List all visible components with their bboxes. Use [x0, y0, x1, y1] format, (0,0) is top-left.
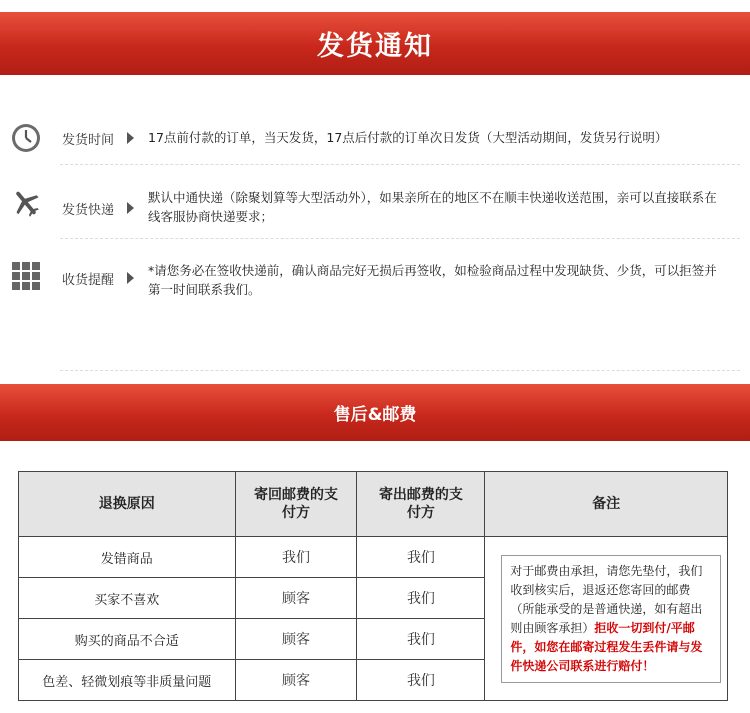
shipping-notice-title: 发货通知	[317, 31, 433, 62]
table-row	[19, 537, 728, 578]
header-reason: 退换原因	[19, 472, 236, 537]
note-cell	[485, 537, 728, 701]
aftersale-table	[18, 471, 728, 701]
arrow-right-icon	[127, 272, 134, 284]
notice-text: 17点前付款的订单，当天发货，17点后付款的订单次日发货（大型活动期间，发货另行说明）	[148, 130, 668, 145]
reason-cell: 买家不喜欢	[19, 578, 236, 619]
notice-row-ship-time	[0, 120, 750, 160]
header-note: 备注	[485, 472, 728, 537]
header-return-payer	[235, 472, 357, 537]
notice-row-receipt	[0, 255, 750, 300]
return-payer-cell: 顾客	[235, 660, 357, 701]
note-frame	[501, 555, 721, 683]
return-payer-cell: 我们	[235, 537, 357, 578]
return-payer-cell: 顾客	[235, 578, 357, 619]
send-payer-cell: 我们	[357, 537, 485, 578]
divider	[60, 238, 740, 239]
shipping-notice-banner	[0, 12, 750, 75]
notice-label: 收货提醒	[62, 273, 115, 288]
divider	[60, 164, 740, 165]
notice-text: *请您务必在签收快递前，确认商品完好无损后再签收，如检验商品过程中发现缺货、少货，可以拒签并第一时间联系我们。	[148, 263, 717, 297]
reason-cell: 色差、轻微划痕等非质量问题	[19, 660, 236, 701]
notice-text: 默认中通快递（除聚划算等大型活动外），如果亲所在的地区不在顺丰快递收送范围，亲可以直接联系在线客服协商快递要求；	[148, 190, 717, 224]
aftersale-title: 售后&邮费	[333, 405, 417, 425]
note-normal-text: 对于邮费由承担，请您先垫付，我们收到核实后，退返还您寄回的邮费（所能承受的是普通快递，如有超出则由顾客承担）	[510, 563, 703, 635]
airplane-icon	[10, 187, 42, 219]
header-return-payer-label: 寄回邮费的支付方	[254, 487, 339, 521]
table-header-row	[19, 472, 728, 537]
clock-icon	[10, 122, 42, 154]
notice-row-courier	[0, 185, 750, 230]
reason-cell: 发错商品	[19, 537, 236, 578]
return-payer-cell: 顾客	[235, 619, 357, 660]
arrow-right-icon	[127, 202, 134, 214]
arrow-right-icon	[127, 132, 134, 144]
notice-label: 发货时间	[62, 133, 115, 148]
grid-icon	[10, 260, 42, 292]
reason-cell: 购买的商品不合适	[19, 619, 236, 660]
aftersale-banner	[0, 384, 750, 441]
notice-label: 发货快递	[62, 203, 115, 218]
header-send-payer-label: 寄出邮费的支付方	[378, 487, 463, 521]
note-red-text: 拒收一切到付/平邮件，如您在邮寄过程发生丢件请与发件快递公司联系进行赔付！	[510, 620, 703, 673]
send-payer-cell: 我们	[357, 578, 485, 619]
send-payer-cell: 我们	[357, 619, 485, 660]
divider	[60, 370, 740, 371]
header-send-payer	[357, 472, 485, 537]
send-payer-cell: 我们	[357, 660, 485, 701]
